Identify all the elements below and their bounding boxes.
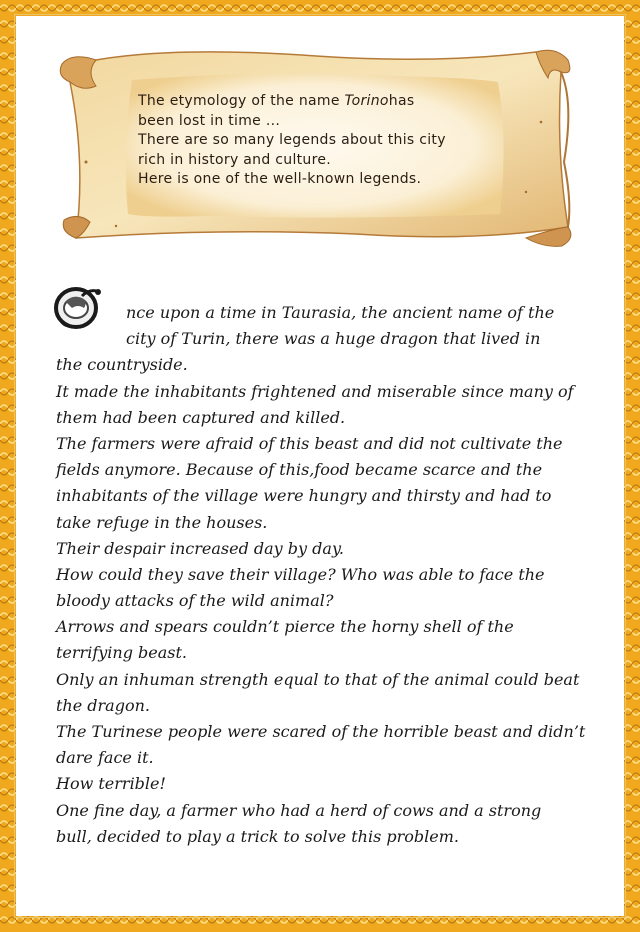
- scroll-line-4: rich in history and culture.: [138, 151, 332, 168]
- scroll-line-3: There are so many legends about this city: [138, 132, 446, 148]
- story-line: them had been captured and killed.: [56, 407, 346, 427]
- story-line: nce upon a time in Taurasia, the ancient name of the: [126, 303, 555, 322]
- story-line: Arrows and spears couldn’t pierce the horny shell of the: [56, 617, 514, 637]
- story-line: the countryside.: [56, 355, 188, 375]
- story-line: take refuge in the houses.: [56, 512, 268, 532]
- scroll-line-1-suffix: has: [388, 93, 415, 109]
- story-line: How terrible!: [56, 774, 166, 794]
- story-line: Their despair increased day by day.: [56, 538, 344, 558]
- story-line: terrifying beast.: [56, 643, 187, 663]
- story-text: [56, 300, 596, 850]
- story-line: bloody attacks of the wild animal?: [56, 591, 334, 611]
- scroll-line-1-prefix: The etymology of the name: [138, 93, 345, 109]
- story-line: bull, decided to play a trick to solve this problem.: [56, 826, 459, 846]
- story-line: the dragon.: [56, 695, 150, 715]
- scroll-line-5: Here is one of the well-known legends.: [138, 171, 422, 187]
- story-line: city of Turin, there was a huge dragon that lived in: [126, 329, 541, 349]
- scroll-line-1: [138, 92, 488, 112]
- scroll-intro-text: [138, 92, 488, 190]
- torino-word: Torino: [344, 93, 389, 109]
- parchment-scroll: [56, 42, 576, 248]
- story-line: fields anymore. Because of this,food became scarce and the: [56, 460, 543, 480]
- story-line: One fine day, a farmer who had a herd of cows and a strong: [56, 800, 542, 820]
- scroll-line-2: been lost in time ...: [138, 112, 281, 129]
- story-line: How could they save their village? Who was able to face the: [56, 564, 545, 584]
- story-line: inhabitants of the village were hungry and thirsty and had to: [56, 486, 552, 506]
- story-line: It made the inhabitants frightened and miserable since many of: [56, 381, 574, 401]
- story-line: Only an inhuman strength equal to that of the animal could beat: [56, 669, 580, 689]
- story-line: The farmers were afraid of this beast and did not cultivate the: [56, 433, 563, 453]
- story-line: The Turinese people were scared of the horrible beast and didn’t: [56, 722, 586, 741]
- story-line: dare face it.: [56, 748, 154, 768]
